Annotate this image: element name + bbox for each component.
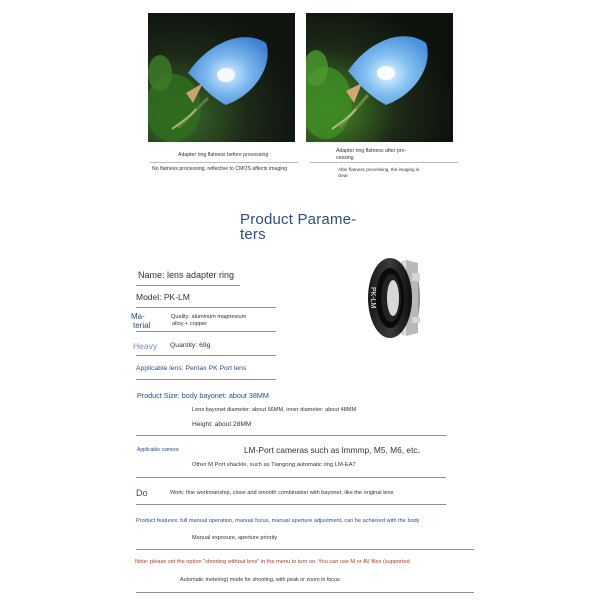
section-title: [240, 212, 356, 242]
param-material-label: [131, 312, 150, 330]
param-do-value: Work: fine workmanship, close and smooth combination with bayonet, like the original lens: [170, 490, 394, 496]
morning-glory-flower-image: [148, 13, 295, 142]
before-note: No flatness processing, reflective to CMOS affects imaging: [152, 166, 288, 172]
after-note-line2: clear: [338, 173, 348, 178]
param-height: Height: about 28MM: [192, 421, 252, 428]
param-material-value: [171, 314, 246, 328]
photo-before-processing: [148, 13, 295, 142]
param-name: Name: lens adapter ring: [138, 270, 235, 280]
param-size: Product Size: body bayonet: about 38MM: [137, 391, 269, 400]
section-title-line1: Product Parame-: [240, 211, 357, 228]
after-caption-line1: Adapter ring flatness after pro-: [336, 148, 407, 154]
param-divider: [136, 435, 446, 436]
param-divider: [136, 549, 474, 550]
param-divider: [136, 307, 276, 308]
material-label-line2: terial: [133, 321, 151, 330]
caption-divider: [150, 162, 298, 163]
param-model: Model: PK-LM: [136, 292, 190, 302]
after-caption-line2: cessing: [336, 155, 354, 161]
param-divider: [136, 504, 446, 505]
morning-glory-flower-image: [306, 13, 453, 142]
param-divider: [136, 592, 474, 593]
param-camera-label: Applicable camera:: [137, 447, 180, 453]
lens-adapter-ring-image: [360, 255, 426, 341]
product-label: PK-LM: [369, 287, 376, 309]
param-divider: [136, 331, 276, 332]
caption-divider: [310, 162, 458, 163]
param-camera-extra: Other M Port shackle, such as Tiangong automatic ring LM-EA7: [192, 462, 356, 468]
section-title-line2: ters: [240, 226, 266, 243]
material-label-line1: Ma-: [131, 312, 145, 321]
param-divider: [136, 285, 240, 286]
param-divider: [136, 477, 446, 478]
photo-after-processing: [306, 13, 453, 142]
material-value-line1: Quality: aluminum magnesium: [171, 314, 247, 320]
param-note: Note: please set the option "shooting without lens" in the menu to turn on. You can use M or AV files (supported: [135, 559, 410, 565]
param-note-extra: Automatic metering) mode for shooting, with peak or zoom in focus: [180, 577, 340, 583]
param-divider: [136, 355, 276, 356]
param-divider: [136, 379, 276, 380]
param-features: Product features: full manual operation, manual focus, manual aperture adjustment, can be achieved with the body: [136, 518, 420, 524]
param-applicable-lens: Applicable lens: Pentax PK Port lens: [136, 365, 247, 372]
param-camera-value: LM-Port cameras such as lmmmp, M5, M6, etc.: [244, 445, 420, 455]
lens-adapter-ring-icon: [360, 255, 426, 341]
after-note-line1: After flatness processing, the imaging is: [338, 167, 420, 172]
param-weight-value: Quantity: 69g: [170, 342, 211, 349]
param-weight-label: Heavy: [133, 341, 158, 351]
material-value-line2: alloy + copper: [172, 321, 207, 327]
param-do-label: Do: [136, 488, 148, 498]
param-lens-bayonet: Lens bayonet diameter: about 56MM, inner diameter: about 48MM: [192, 407, 357, 413]
before-caption: Adapter ring flatness before processing: [178, 152, 269, 158]
param-features-extra: Manual exposure, aperture priority: [192, 535, 278, 541]
